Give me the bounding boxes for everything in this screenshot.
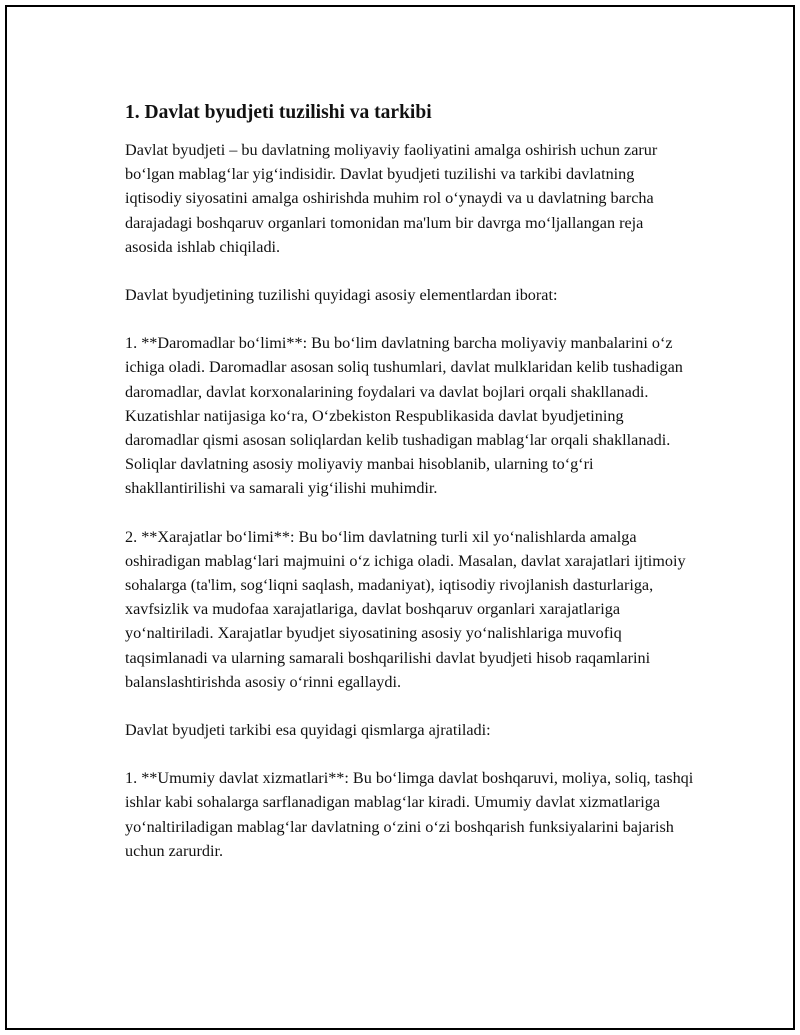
- expenditure-section-paragraph: 2. **Xarajatlar bo‘limi**: Bu bo‘lim davlatning turli xil yo‘nalishlarda amalga oshiradigan mablag‘lari majmuini o‘z ichiga oladi. Masalan, davlat xarajatlari ijtimoiy sohalarga (ta'lim, sog‘liqni saqlash, madaniyat), iqtisodiy rivojlanish dasturlariga, xavfsizlik va mudofaa xarajatlariga, davlat boshqaruv organlari xarajatlariga yo‘naltiriladi. Xarajatlar byudjet siyosatining asosiy yo‘nalishlariga muvofiq taqsimlanadi va ularning samarali boshqarilishi davlat byudjeti hisob raqamlarini balanslashtirishda asosiy o‘rinni egallaydi.: [125, 527, 686, 691]
- revenue-section-paragraph: 1. **Daromadlar bo‘limi**: Bu bo‘lim davlatning barcha moliyaviy manbalarini o‘z ichiga oladi. Daromadlar asosan soliq tushumlari, davlat mulklaridan kelib tushadigan daromadlar, davlat korxonalarining foydalari va davlat bojlari orqali shakllanadi. Kuzatishlar natijasiga ko‘ra, O‘zbekiston Respublikasida davlat byudjetining daromadlar qismi asosan soliqlardan kelib tushadigan mablag‘lar orqali shakllanadi. Soliqlar davlatning asosiy moliyaviy manbai hisoblanib, ularning to‘g‘ri shakllantirilishi va samarali yig‘ilishi muhimdir.: [125, 334, 683, 498]
- general-services-paragraph: 1. **Umumiy davlat xizmatlari**: Bu bo‘limga davlat boshqaruvi, moliya, soliq, tashqi ishlar kabi sohalarga sarflanadigan mablag‘lar kiradi. Umumiy davlat xizmatlariga yo‘naltiriladigan mablag‘lar davlatning o‘zini o‘zi boshqarish funksiyalarini bajarish uchun zarurdir.: [125, 769, 694, 860]
- structure-lead-paragraph: Davlat byudjetining tuzilishi quyidagi asosiy elementlardan iborat:: [125, 286, 558, 305]
- document-body: [125, 100, 695, 863]
- page-frame: [5, 5, 795, 1030]
- composition-lead-paragraph: Davlat byudjeti tarkibi esa quyidagi qismlarga ajratiladi:: [125, 721, 491, 740]
- section-heading: 1. Davlat byudjeti tuzilishi va tarkibi: [125, 102, 432, 123]
- intro-paragraph: Davlat byudjeti – bu davlatning moliyaviy faoliyatini amalga oshirish uchun zarur bo‘lgan mablag‘lar yig‘indisidir. Davlat byudjeti tuzilishi va tarkibi davlatning iqtisodiy siyosatini amalga oshirishda muhim rol o‘ynaydi va u davlatning barcha darajadagi boshqaruv organlari tomonidan ma'lum bir davrga mo‘ljallangan reja asosida ishlab chiqiladi.: [125, 141, 658, 256]
